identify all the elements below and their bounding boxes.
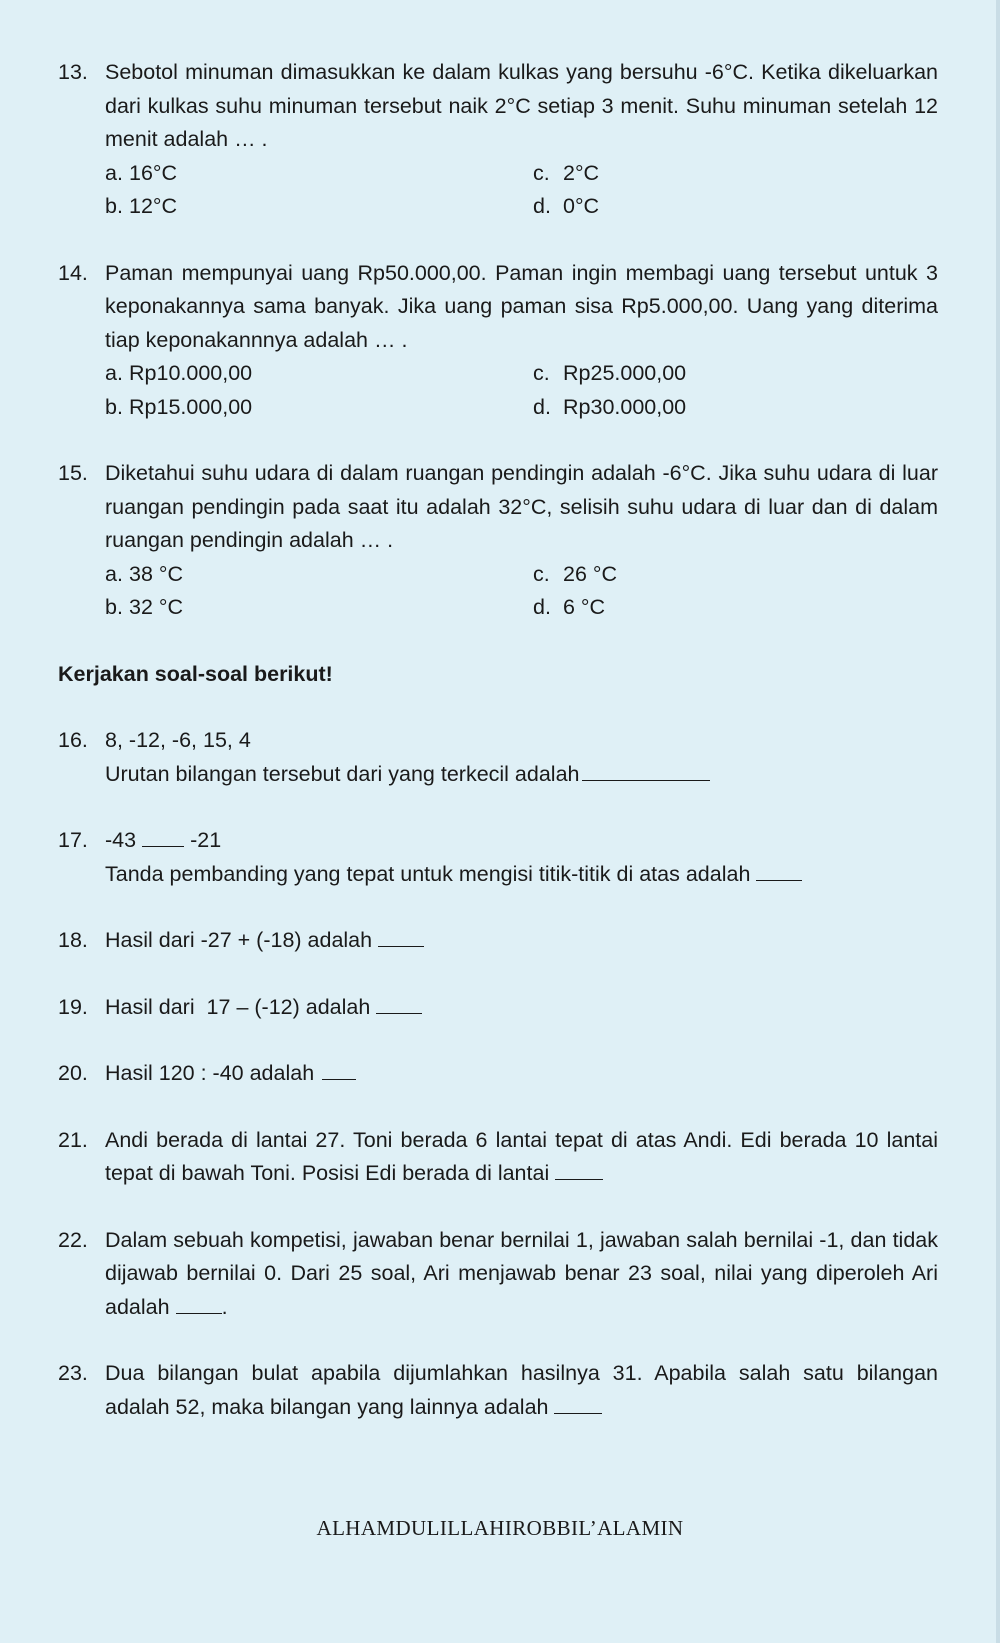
options: [105, 157, 938, 224]
question-number: 21.: [58, 1127, 88, 1152]
question-number: 16.: [58, 728, 88, 752]
option-b: b. Rp15.000,00: [105, 394, 253, 419]
option-d: d. Rp30.000,00: [533, 394, 687, 419]
answer-blank[interactable]: [555, 1158, 603, 1181]
question-14: [58, 257, 938, 425]
comparison-line: -43 -21: [105, 824, 938, 858]
question-number: 20.: [58, 1061, 88, 1085]
question-21: [58, 1124, 938, 1191]
question-text: Andi berada di lantai 27. Toni berada 6 lantai tepat di atas Andi. Edi berada 10 lantai tepat di bawah Toni. Posisi Edi berada di lantai: [105, 1127, 938, 1185]
comparison-blank[interactable]: [142, 825, 184, 848]
option-c: c. 2°C: [533, 160, 600, 185]
question-text: Hasil dari 17 – (-12) adalah: [105, 991, 938, 1025]
answer-blank[interactable]: [376, 991, 422, 1014]
answer-blank[interactable]: [378, 925, 424, 948]
question-text: Tanda pembanding yang tepat untuk mengisi titik-titik di atas adalah: [105, 858, 938, 892]
question-17: [58, 824, 938, 891]
question-text: Paman mempunyai uang Rp50.000,00. Paman ingin membagi uang tersebut untuk 3 keponakannya sama banyak. Jika uang paman sisa Rp5.000,00. Uang yang diterima tiap keponakannnya adalah … .: [105, 260, 938, 352]
question-16: [58, 724, 938, 791]
question-18: [58, 924, 938, 958]
question-text: Hasil dari -27 + (-18) adalah: [105, 924, 938, 958]
question-number: 18.: [58, 928, 88, 952]
worksheet: [58, 56, 938, 1457]
option-c: c. 26 °C: [533, 561, 618, 586]
option-a: a. 16°C: [105, 160, 178, 185]
option-d: d. 0°C: [533, 194, 600, 218]
question-number: 13.: [58, 60, 88, 84]
question-number: 15.: [58, 461, 88, 485]
question-number: 19.: [58, 994, 88, 1019]
option-b: b. 12°C: [105, 194, 178, 218]
question-number: 14.: [58, 260, 88, 285]
question-number: 23.: [58, 1361, 88, 1385]
option-d: d. 6 °C: [533, 595, 606, 619]
answer-blank[interactable]: [322, 1058, 356, 1081]
question-text: Sebotol minuman dimasukkan ke dalam kulkas yang bersuhu -6°C. Ketika dikeluarkan dari kulkas suhu minuman tersebut naik 2°C setiap 3 menit. Suhu minuman setelah 12 menit adalah … .: [105, 60, 938, 151]
option-c: c. Rp25.000,00: [533, 361, 687, 385]
closing-text: ALHAMDULILLAHIROBBIL’ALAMIN: [316, 1516, 684, 1540]
options: [105, 357, 938, 424]
question-number: 22.: [58, 1227, 88, 1252]
option-b: b. 32 °C: [105, 595, 184, 619]
question-text: Diketahui suhu udara di dalam ruangan pendingin adalah -6°C. Jika suhu udara di luar ruangan pendingin pada saat itu adalah 32°C, selisih suhu udara di luar dan di dalam ruangan pendingin adalah … .: [105, 461, 938, 552]
question-23: [58, 1357, 938, 1424]
question-22: [58, 1224, 938, 1325]
answer-blank[interactable]: [176, 1291, 222, 1314]
question-number: 17.: [58, 828, 88, 852]
answer-blank[interactable]: [582, 758, 710, 781]
answer-blank[interactable]: [756, 858, 802, 881]
question-text: Urutan bilangan tersebut dari yang terkecil adalah: [105, 758, 938, 792]
question-20: [58, 1057, 938, 1091]
option-a: a. Rp10.000,00: [105, 361, 253, 385]
options: [105, 558, 938, 625]
section-instruction: Kerjakan soal-soal berikut!: [58, 661, 333, 686]
question-13: [58, 56, 938, 224]
question-text: Dua bilangan bulat apabila dijumlahkan hasilnya 31. Apabila salah satu bilangan adalah 52, maka bilangan yang lainnya adalah: [105, 1361, 938, 1419]
page-edge: [996, 0, 1000, 1643]
question-15: [58, 457, 938, 625]
answer-blank[interactable]: [554, 1391, 602, 1414]
question-text: Hasil 120 : -40 adalah: [105, 1057, 938, 1091]
option-a: a. 38 °C: [105, 561, 184, 586]
question-text: Dalam sebuah kompetisi, jawaban benar bernilai 1, jawaban salah bernilai -1, dan tidak dijawab bernilai 0. Dari 25 soal, Ari menjawab benar 23 soal, nilai yang diperoleh Ari adalah .: [105, 1227, 938, 1319]
question-19: [58, 991, 938, 1025]
number-list: 8, -12, -6, 15, 4: [105, 728, 251, 752]
